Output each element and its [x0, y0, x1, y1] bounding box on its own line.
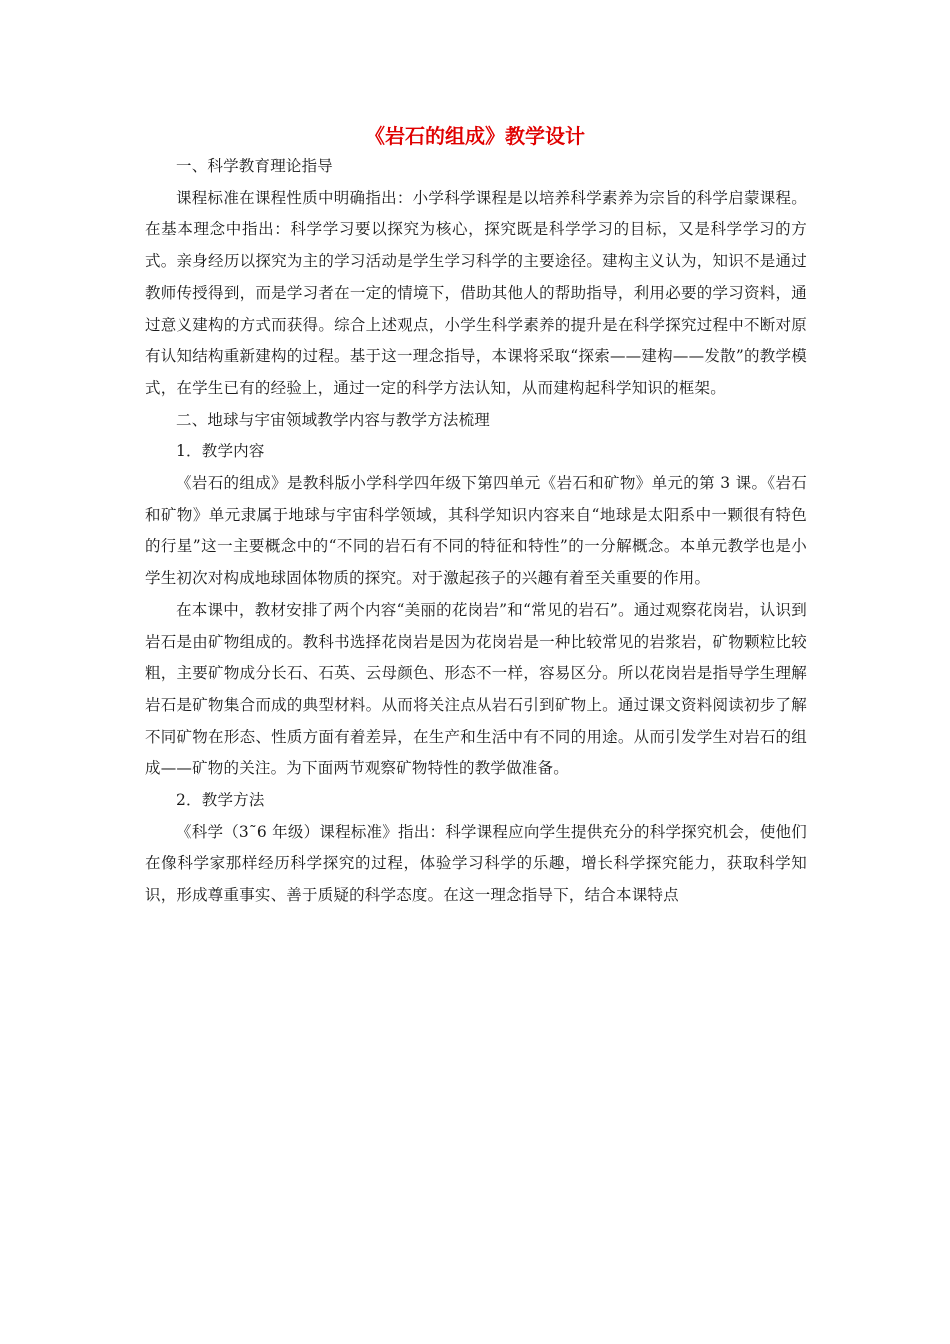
paragraph-theory: 课程标准在课程性质中明确指出：小学科学课程是以培养科学素养为宗旨的科学启蒙课程。在基本理念中指出：科学学习要以探究为核心，探究既是科学学习的目标，又是科学学习的方式。亲身经历以探究为主的学习活动是学生学习科学的主要途径。建构主义认为，知识不是通过教师传授得到，而是学习者在一定的情境下，借助其他人的帮助指导，利用必要的学习资料，通过意义建构的方式而获得。综合上述观点，小学生科学素养的提升是在科学探究过程中不断对原有认知结构重新建构的过程。基于这一理念指导，本课将采取“探索——建构——发散”的教学模式，在学生已有的经验上，通过一定的科学方法认知，从而建构起科学知识的框架。 — [145, 188, 807, 397]
subsection-heading-content: 1．教学内容 — [176, 442, 265, 461]
paragraph-content-1: 《岩石的组成》是教科版小学科学四年级下第四单元《岩石和矿物》单元的第 3 课。《岩石和矿物》单元隶属于地球与宇宙科学领域，其科学知识内容来自“地球是太阳系中一颗很有特色的行星”这一主要概念中的“不同的岩石有不同的特征和特性”的一分解概念。本单元教学也是小学生初次对构成地球固体物质的探究。对于激起孩子的兴趣有着至关重要的作用。 — [145, 474, 807, 588]
document-title: 《岩石的组成》教学设计 — [365, 124, 585, 148]
paragraph-methods-1: 《科学（3˜6 年级）课程标准》指出：科学课程应向学生提供充分的科学探究机会，使他们在像科学家那样经历科学探究的过程，体验学习科学的乐趣，增长科学探究能力，获取科学知识，形成尊重事实、善于质疑的科学态度。在这一理念指导下，结合本课特点 — [145, 822, 807, 905]
document-body — [145, 151, 807, 912]
subsection-heading-methods: 2．教学方法 — [176, 791, 265, 810]
section-heading-theory: 一、科学教育理论指导 — [176, 157, 334, 175]
section-heading-content-methods: 二、地球与宇宙领域教学内容与教学方法梳理 — [176, 410, 491, 429]
paragraph-content-2: 在本课中，教材安排了两个内容“美丽的花岗岩”和“常见的岩石”。通过观察花岗岩，认识到岩石是由矿物组成的。教科书选择花岗岩是因为花岗岩是一种比较常见的岩浆岩，矿物颗粒比较粗，主要矿物成分长石、石英、云母颜色、形态不一样，容易区分。所以花岗岩是指导学生理解岩石是矿物集合而成的典型材料。从而将关注点从岩石引到矿物上。通过课文资料阅读初步了解不同矿物在形态、性质方面有着差异，在生产和生活中有不同的用途。从而引发学生对岩石的组成——矿物的关注。为下面两节观察矿物特性的教学做准备。 — [145, 600, 807, 778]
